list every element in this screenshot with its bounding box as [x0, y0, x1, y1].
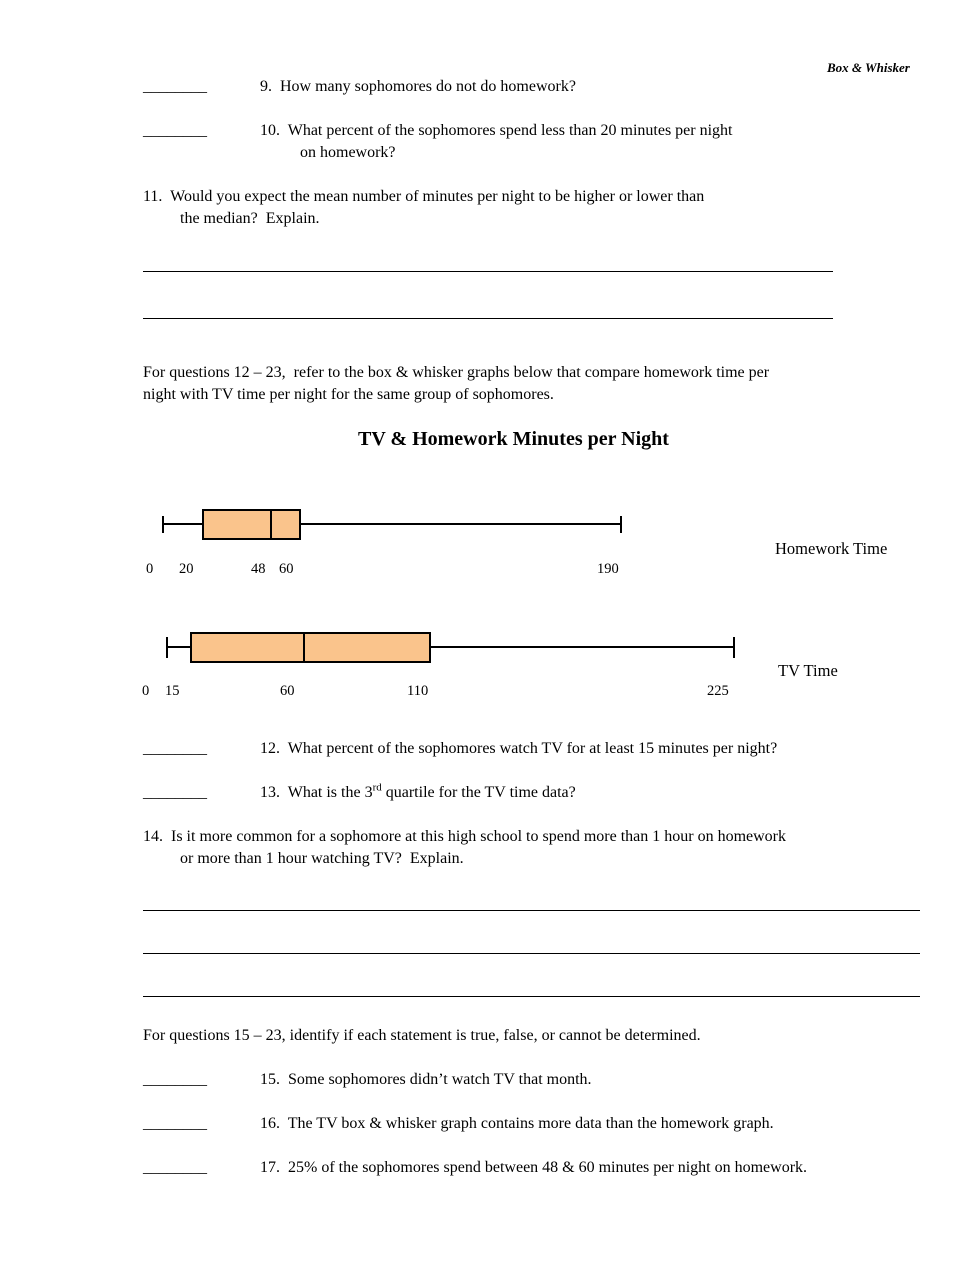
homework-axis-tick-190: 190 [597, 561, 619, 577]
q16-text: 16. The TV box & whisker graph contains more data than the homework graph. [260, 1115, 774, 1132]
section15-instructions: For questions 15 – 23, identify if each statement is true, false, or cannot be determined. [143, 1027, 701, 1044]
q13-text [260, 782, 576, 804]
homework-min-whisker-tick [162, 516, 164, 533]
q14-answer-line-3 [143, 996, 920, 997]
homework-series-label: Homework Time [775, 539, 888, 558]
section12-instructions-line2: night with TV time per night for the same group of sophomores. [143, 386, 554, 403]
homework-box [202, 509, 301, 540]
q12-text: 12. What percent of the sophomores watch TV for at least 15 minutes per night? [260, 740, 778, 757]
homework-axis-tick-48: 48 [251, 561, 266, 577]
homework-axis-tick-60: 60 [279, 561, 294, 577]
q14-text-line1: 14. Is it more common for a sophomore at this high school to spend more than 1 hour on homework [143, 828, 787, 845]
q15-text: 15. Some sophomores didn’t watch TV that month. [260, 1071, 592, 1088]
tv-median-line [303, 634, 305, 661]
q10-text-line1: 10. What percent of the sophomores spend less than 20 minutes per night [260, 122, 733, 139]
homework-axis-tick-0: 0 [146, 561, 154, 577]
tv-max-whisker-tick [733, 637, 735, 658]
section12-instructions-line1: For questions 12 – 23, refer to the box & whisker graphs below that compare homework time per [143, 364, 770, 381]
q15-answer-blank: ________ [143, 1071, 207, 1088]
tv-axis-tick-225: 225 [707, 683, 729, 699]
q17-answer-blank: ________ [143, 1159, 207, 1176]
q11-text-line2: the median? Explain. [180, 210, 320, 227]
q16-answer-blank: ________ [143, 1115, 207, 1132]
q14-answer-line-1 [143, 910, 920, 911]
q11-text-line1: 11. Would you expect the mean number of minutes per night to be higher or lower than [143, 188, 705, 205]
tv-axis-tick-15: 15 [165, 683, 180, 699]
homework-max-whisker-tick [620, 516, 622, 533]
q13-text-pre: 13. What is the 3 [260, 784, 373, 801]
tv-series-label: TV Time [778, 661, 838, 680]
page-corner-tag: Box & Whisker [827, 60, 910, 75]
q9-text: 9. How many sophomores do not do homework? [260, 78, 576, 95]
q13-ordinal-superscript: rd [372, 781, 382, 794]
q14-answer-line-2 [143, 953, 920, 954]
q11-answer-line-1 [143, 271, 833, 272]
q9-answer-blank: ________ [143, 78, 207, 95]
q12-answer-blank: ________ [143, 740, 207, 757]
q11-answer-line-2 [143, 318, 833, 319]
tv-axis-tick-0: 0 [142, 683, 150, 699]
chart-title: TV & Homework Minutes per Night [358, 428, 669, 450]
q17-text: 17. 25% of the sophomores spend between 48 & 60 minutes per night on homework. [260, 1159, 808, 1176]
q14-text-line2: or more than 1 hour watching TV? Explain. [180, 850, 464, 867]
tv-min-whisker-tick [166, 637, 168, 658]
tv-axis-tick-110: 110 [407, 683, 429, 699]
q13-answer-blank: ________ [143, 784, 207, 801]
q10-text-line2: on homework? [300, 144, 396, 161]
q13-text-post: quartile for the TV time data? [381, 784, 576, 801]
tv-axis-tick-60: 60 [280, 683, 295, 699]
homework-axis-tick-20: 20 [179, 561, 194, 577]
homework-median-line [270, 511, 272, 538]
q10-answer-blank: ________ [143, 122, 207, 139]
tv-box [190, 632, 431, 663]
